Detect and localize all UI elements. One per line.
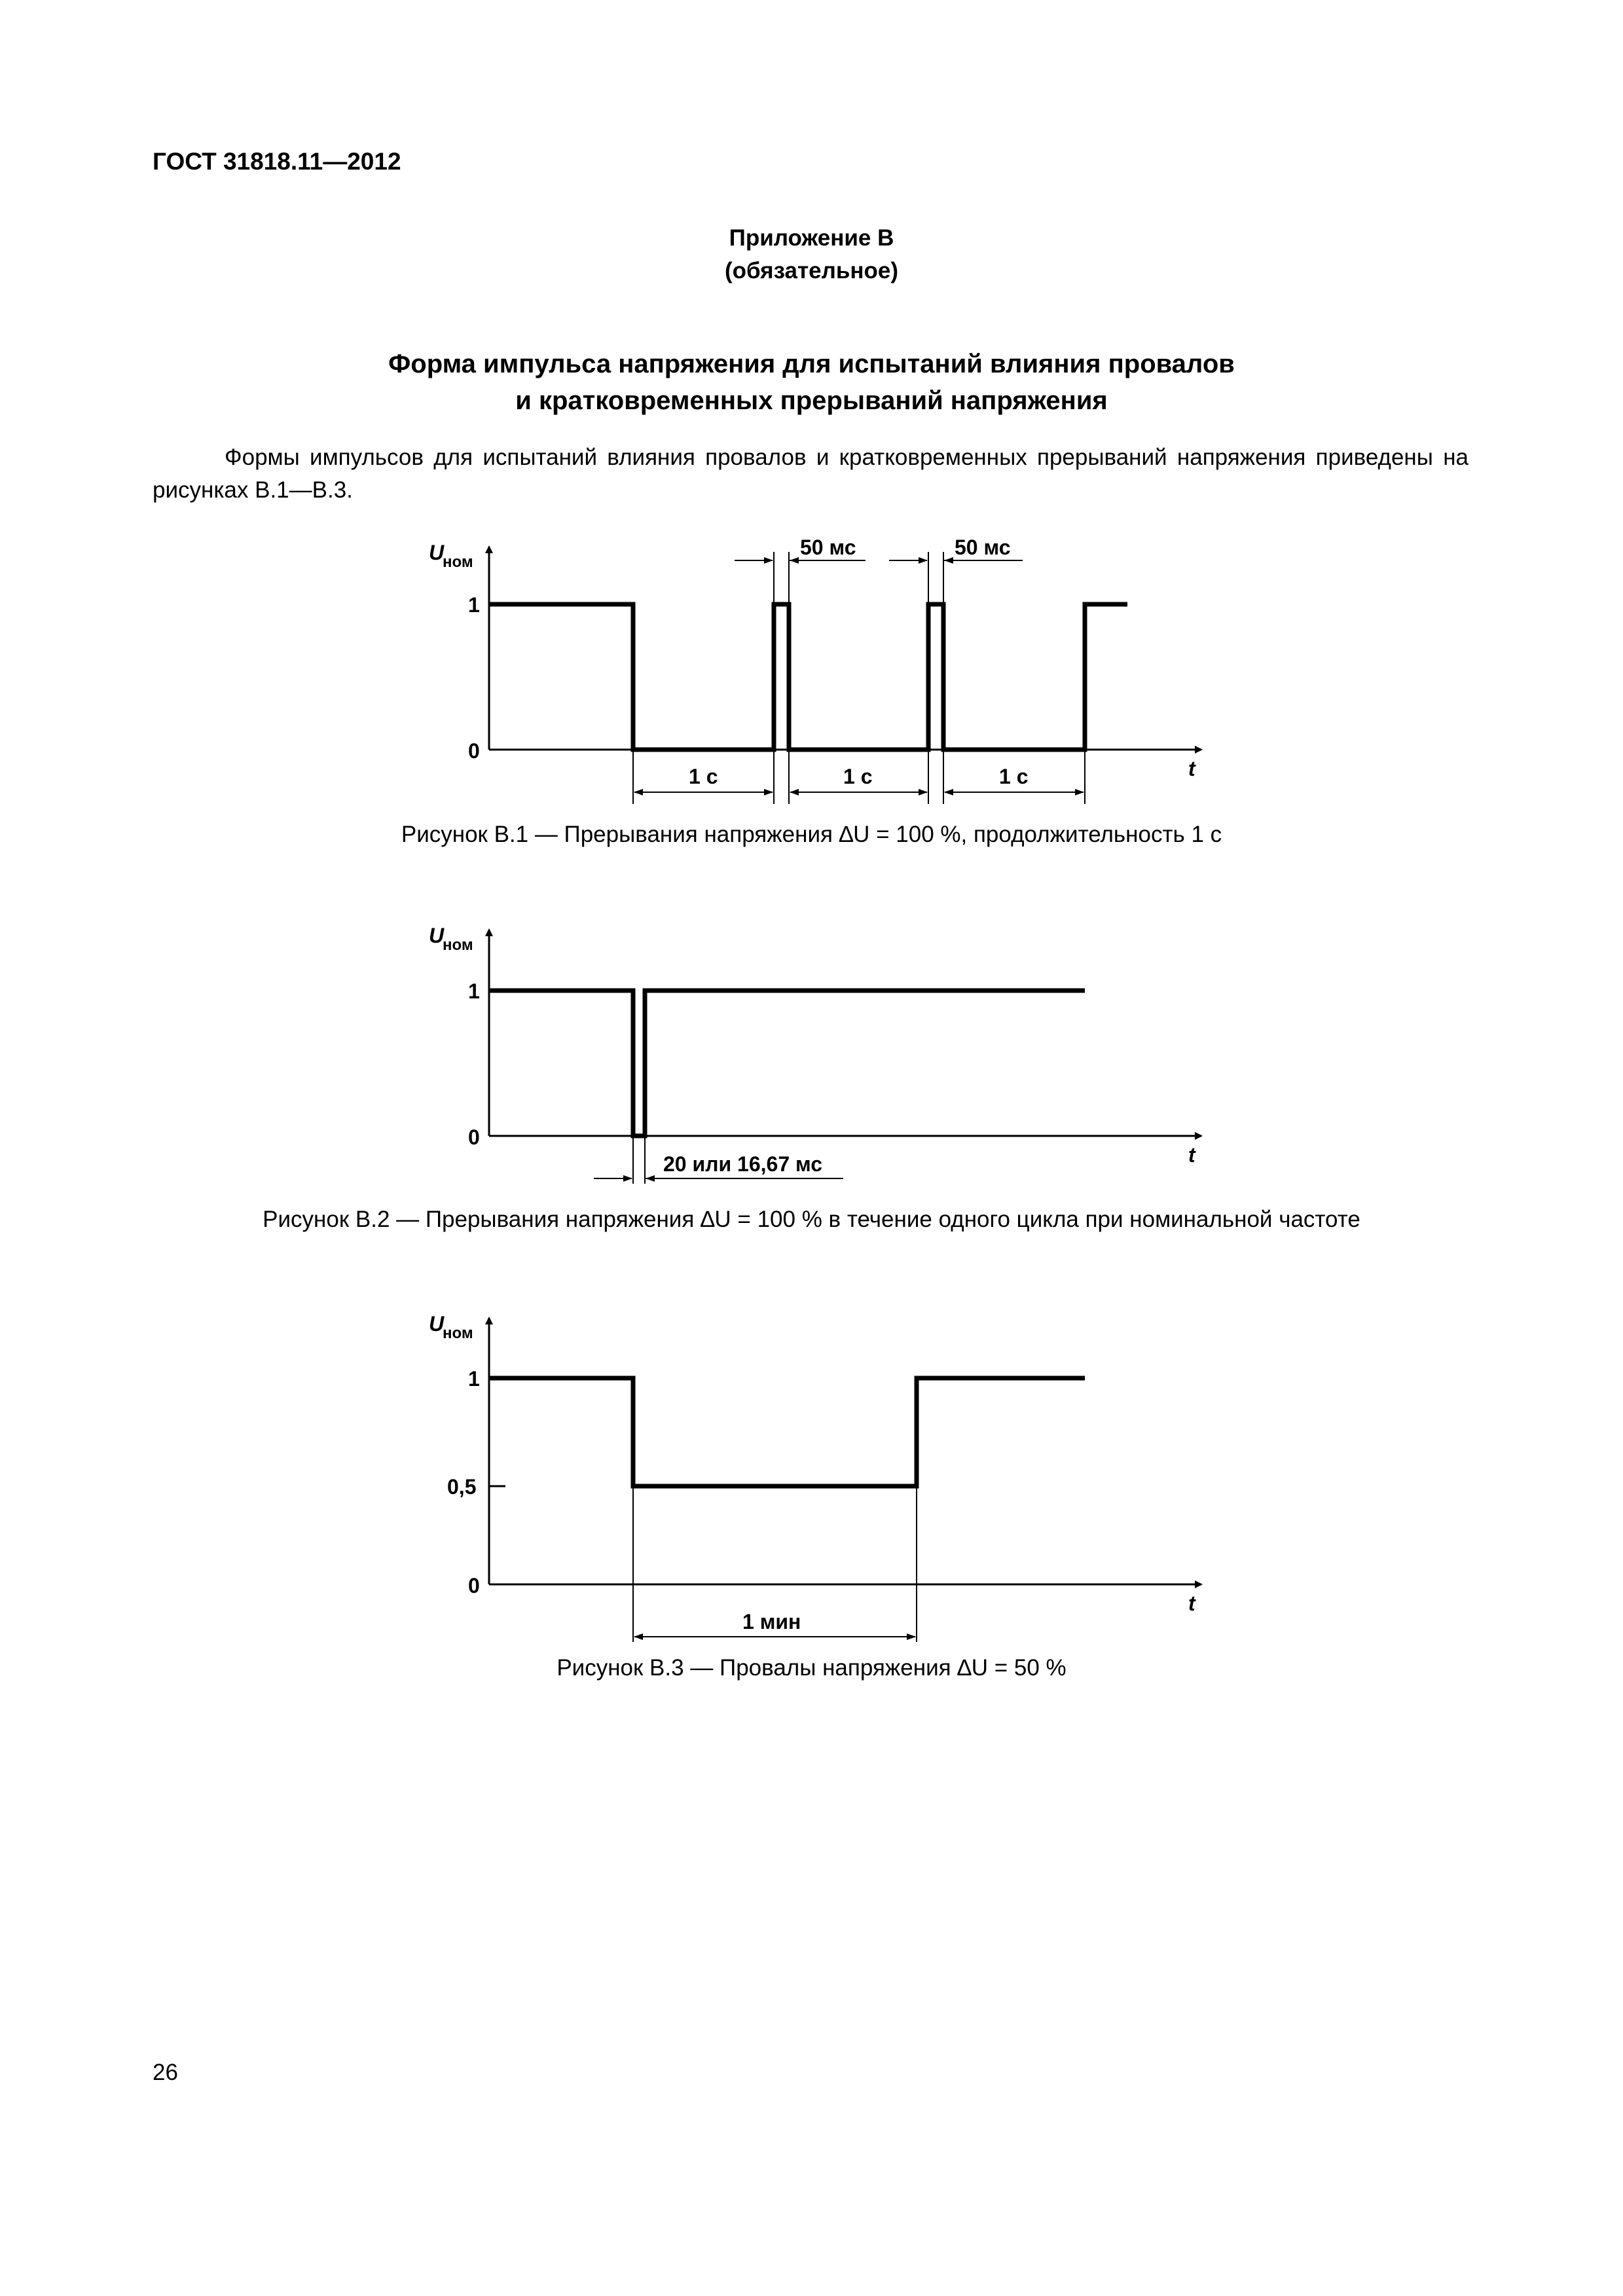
fig1-dim-1s-b: 1 с (843, 765, 873, 788)
page-number: 26 (153, 2060, 178, 2085)
fig1-tick-0: 0 (468, 739, 480, 763)
figure-b1-caption: Рисунок В.1 — Прерывания напряжения ∆U = 100 %, продолжительность 1 с (401, 822, 1222, 847)
section-title-line2: и кратковременных прерываний напряжения (515, 386, 1108, 415)
fig1-dim-50ms-b: 50 мс (955, 536, 1011, 559)
fig2-tick-0: 0 (468, 1125, 480, 1149)
fig2-waveform (489, 991, 1085, 1136)
fig3-y-label: U (429, 1312, 445, 1336)
fig1-y-label: U (429, 541, 445, 564)
annex-title: Приложение В (729, 225, 894, 251)
fig3-tick-05: 0,5 (447, 1475, 477, 1499)
fig3-tick-0: 0 (468, 1574, 480, 1597)
annex-status: (обязательное) (724, 258, 898, 283)
fig2-y-label: U (429, 924, 445, 947)
fig2-dim-cycle: 20 или 16,67 мс (663, 1152, 823, 1176)
fig1-x-label: t (1188, 757, 1195, 780)
document-code: ГОСТ 31818.11—2012 (153, 148, 401, 175)
fig3-dim-1min: 1 мин (742, 1610, 801, 1633)
fig2-x-label: t (1188, 1143, 1195, 1167)
fig3-y-sub: ном (443, 1324, 473, 1342)
fig1-dim-50ms-a: 50 мс (800, 536, 856, 559)
fig3-x-label: t (1188, 1592, 1195, 1615)
fig2-tick-1: 1 (468, 979, 480, 1003)
intro-paragraph: Формы импульсов для испытаний влияния провалов и кратковременных прерываний напряжения приведены на рисунках В.1—В.3. (153, 445, 1468, 503)
figure-b3-caption: Рисунок В.3 — Провалы напряжения ∆U = 50 % (556, 1655, 1067, 1681)
fig2-y-sub: ном (443, 936, 473, 954)
fig3-tick-1: 1 (468, 1367, 480, 1391)
fig1-waveform (489, 604, 1127, 750)
fig1-dim-1s-a: 1 с (689, 765, 718, 788)
fig1-dim-1s-c: 1 с (999, 765, 1029, 788)
figure-b2-caption: Рисунок В.2 — Прерывания напряжения ∆U = 100 % в течение одного цикла при номинальной частоте (263, 1207, 1360, 1232)
section-title-line1: Форма импульса напряжения для испытаний влияния провалов (388, 350, 1235, 378)
fig3-waveform (489, 1378, 1085, 1486)
fig1-tick-1: 1 (468, 593, 480, 617)
fig1-y-sub: ном (443, 553, 473, 571)
